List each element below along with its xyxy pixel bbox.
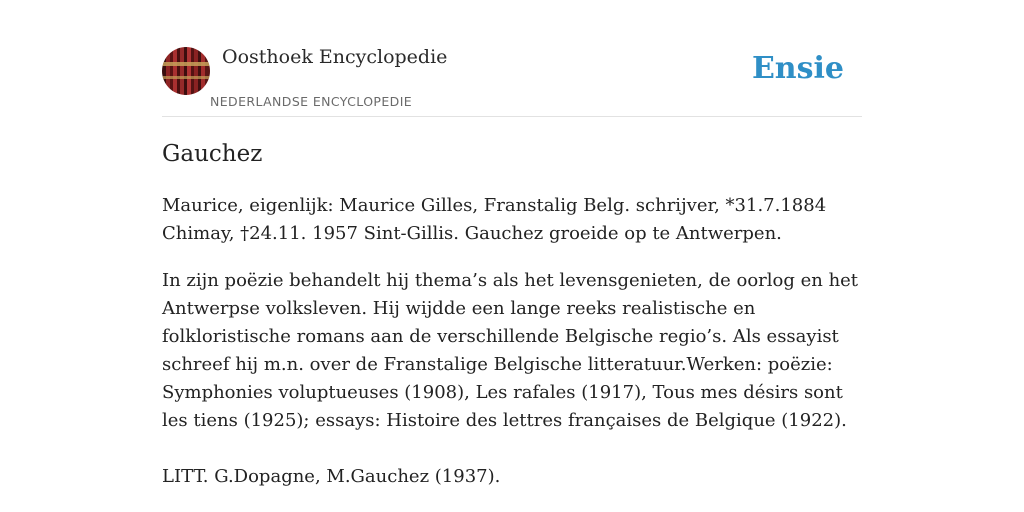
site-title[interactable]: Oosthoek Encyclopedie — [222, 46, 448, 68]
article-paragraph: Maurice, eigenlijk: Maurice Gilles, Franstalig Belg. schrijver, *31.7.1884 Chimay, †24.11. 1957 Sint-Gillis. Gauchez groeide op te Antwerpen. — [162, 195, 827, 244]
article-title: Gauchez — [162, 141, 263, 167]
article-literature: LITT. G.Dopagne, M.Gauchez (1937). — [162, 466, 501, 487]
site-header — [162, 0, 862, 117]
brand-logo-link[interactable]: Ensie — [751, 51, 844, 86]
article-paragraph: In zijn poëzie behandelt hij thema’s als het levensgenieten, de oorlog en het Antwerpse volksleven. Hij wijdde een lange reeks realistische en folkloristische romans aan de verschillende Belgische regio’s. Als essayist schreef hij m.n. over de Franstalige Belgische litteratuur.Werken: poëzie: Symphonies voluptueuses (1908), Les rafales (1917), Tous mes désirs sont les tiens (1925); essays: Histoire des lettres françaises de Belgique (1922). — [162, 270, 859, 431]
encyclopedia-books-icon[interactable] — [162, 47, 210, 95]
site-subtitle: NEDERLANDSE ENCYCLOPEDIE — [210, 94, 413, 109]
article — [162, 138, 862, 491]
